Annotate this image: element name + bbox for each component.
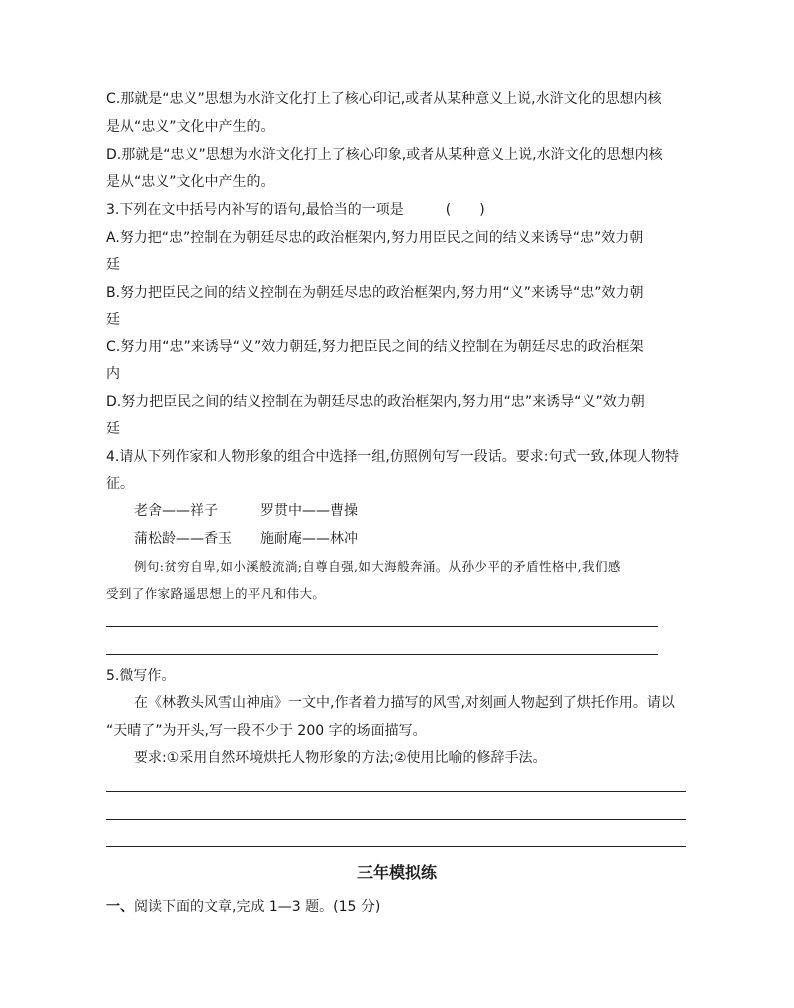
option-3c-line2: 内 — [106, 366, 120, 382]
option-3d-line2: 廷 — [106, 421, 120, 437]
pair-laoshe: 老舍——祥子 — [134, 503, 218, 519]
answer-line — [106, 626, 658, 627]
pair-shinaian: 施耐庵——林冲 — [260, 531, 358, 547]
option-3b-line2: 廷 — [106, 312, 120, 328]
question-4-line2: 征。 — [106, 476, 134, 492]
question-4-line1: 4.请从下列作家和人物形象的组合中选择一组,仿照例句写一段话。要求:句式一致,体现人物特 — [106, 449, 679, 465]
answer-line — [106, 846, 686, 847]
option-3c-line1: C.努力用“忠”来诱导“义”效力朝廷,努力把臣民之间的结义控制在为朝廷尽忠的政治框架 — [106, 339, 644, 355]
line-d2: 是从“忠义”文化中产生的。 — [106, 174, 275, 190]
section-title: 三年模拟练 — [356, 863, 437, 882]
option-3b-line1: B.努力把臣民之间的结义控制在为朝廷尽忠的政治框架内,努力用“义”来诱导“忠”效力朝 — [106, 285, 644, 301]
line-d1: D.那就是“忠义”思想为水浒文化打上了核心印象,或者从某种意义上说,水浒文化的思想内核 — [106, 147, 663, 163]
line-c2: 是从“忠义”文化中产生的。 — [106, 119, 275, 135]
part-1-text: 阅读下面的文章,完成 1—3 题。(15 分) — [134, 899, 381, 915]
option-3a-line2: 廷 — [106, 257, 120, 273]
question-3: 3.下列在文中括号内补写的语句,最恰当的一项是 ( ) — [106, 202, 485, 218]
answer-line — [106, 791, 686, 792]
question-5: 5.微写作。 — [106, 668, 176, 684]
question-5-requirement: 要求:①采用自然环境烘托人物形象的方法;②使用比喻的修辞手法。 — [134, 750, 547, 766]
option-3a-line1: A.努力把“忠”控制在为朝廷尽忠的政治框架内,努力用臣民之间的结义来诱导“忠”效力朝 — [106, 230, 644, 246]
part-1-heading — [106, 897, 380, 917]
pair-pusongling: 蒲松龄——香玉 — [134, 531, 232, 547]
example-line1: 例句:贫穷自卑,如小溪般流淌;自尊自强,如大海般奔涌。从孙少平的矛盾性格中,我们感 — [134, 559, 621, 574]
question-5-prompt-line2: “天晴了”为开头,写一段不少于 200 字的场面描写。 — [106, 723, 427, 739]
option-3d-line1: D.努力把臣民之间的结义控制在为朝廷尽忠的政治框架内,努力用“忠”来诱导“义”效力朝 — [106, 394, 645, 410]
answer-line — [106, 819, 686, 820]
answer-line — [106, 654, 658, 655]
part-1-number: 一、 — [106, 899, 134, 915]
example-line2: 受到了作家路遥思想上的平凡和伟大。 — [106, 586, 326, 601]
question-5-prompt-line1: 在《林教头风雪山神庙》一文中,作者着力描写的风雪,对刻画人物起到了烘托作用。请以 — [134, 695, 675, 711]
line-c1: C.那就是“忠义”思想为水浒文化打上了核心印记,或者从某种意义上说,水浒文化的思想内核 — [106, 91, 662, 107]
pair-luoguanzhong: 罗贯中——曹操 — [260, 503, 358, 519]
